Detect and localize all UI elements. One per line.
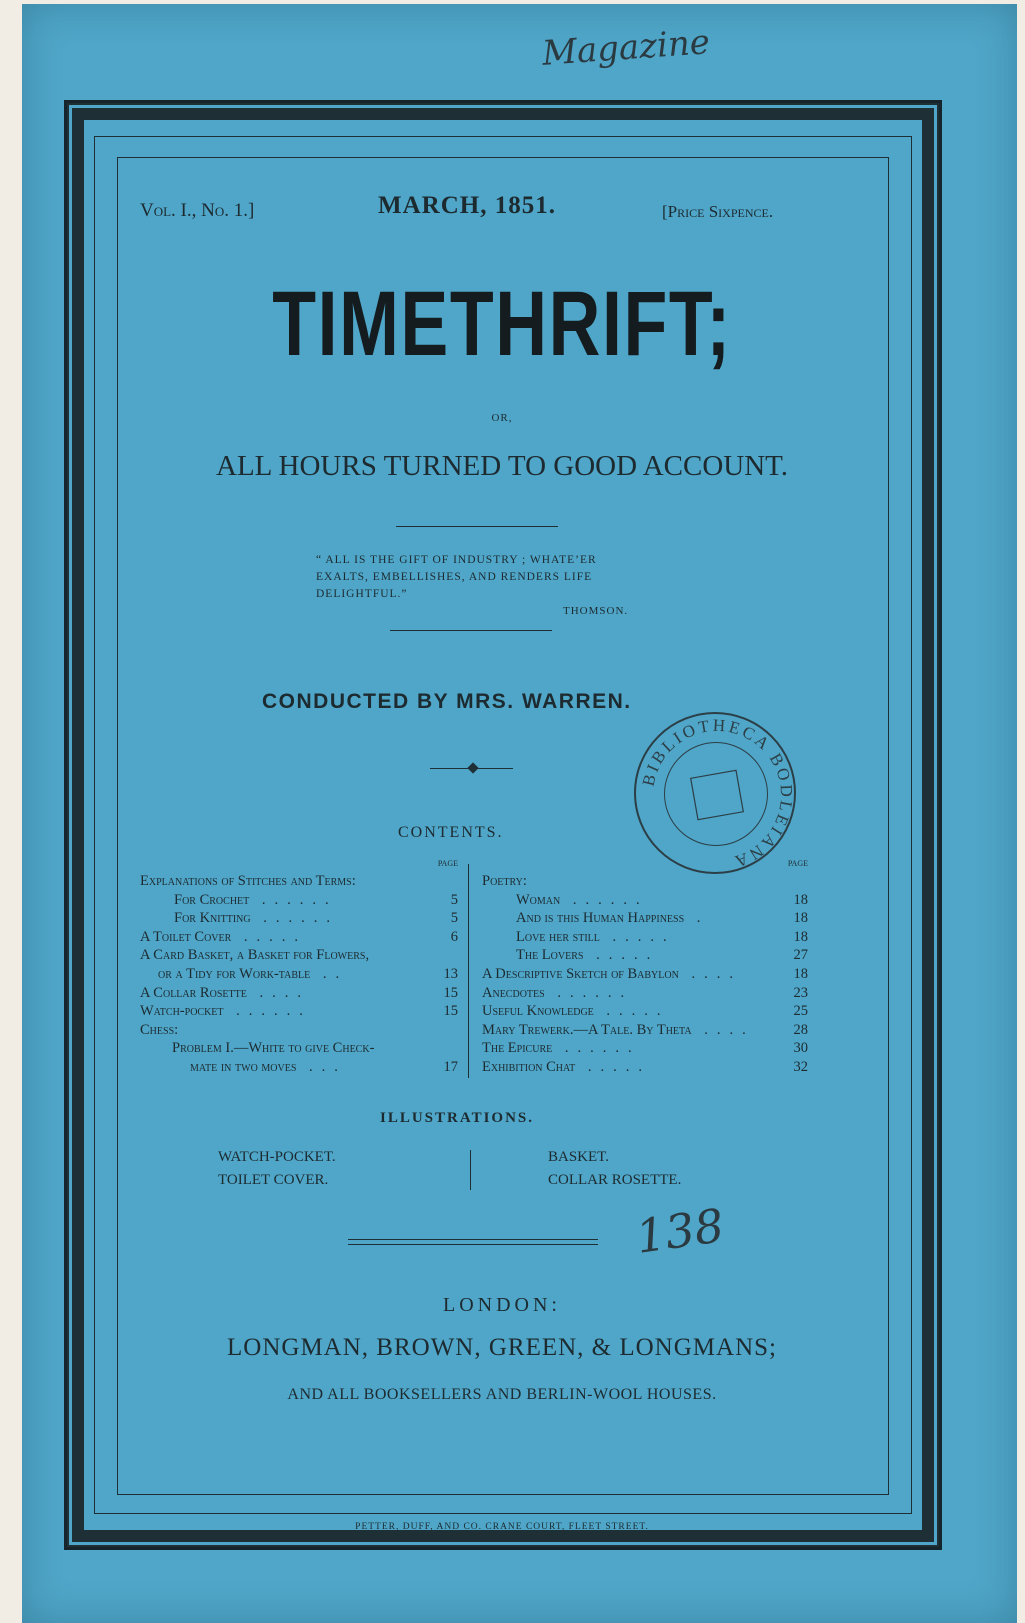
contents-entry — [140, 930, 458, 945]
volume-number: Vol. I., No. 1.] — [140, 200, 255, 221]
handwritten-annotation: Magazine — [540, 22, 712, 74]
illustration-item: WATCH-POCKET. — [218, 1149, 336, 1165]
contents-entry-page: 18 — [793, 891, 808, 908]
svg-text:BIBLIOTHECA BODLEIANA — [639, 716, 797, 872]
rule-above-epigraph — [396, 526, 558, 527]
contents-entry — [140, 893, 458, 908]
contents-entry-label: A Collar Rosette — [140, 984, 247, 1001]
stamp-ring-text — [636, 714, 798, 876]
contents-entry-label: Mary Trewerk.—A Tale. By Theta — [482, 1021, 692, 1038]
contents-entry-label: Woman — [516, 891, 561, 908]
epigraph-line: EXALTS, EMBELLISHES, AND RENDERS LIFE — [316, 571, 593, 583]
epigraph — [316, 552, 597, 603]
contents-entry-label: And is this Human Happiness — [516, 910, 685, 927]
illustrations-right — [548, 1146, 681, 1192]
contents-entry — [482, 911, 808, 926]
contents-entry-label: Exhibition Chat — [482, 1059, 576, 1075]
contents-entry-page: 27 — [793, 947, 808, 964]
contents-entry-label: The Epicure — [482, 1040, 553, 1057]
page-label: PAGE — [787, 859, 808, 868]
printer-line: PETTER, DUFF, AND CO. CRANE COURT, FLEET STREET. — [355, 1522, 649, 1532]
leader-dots: ...... — [249, 891, 338, 908]
contents-entry-page: 25 — [793, 1003, 808, 1020]
contents-entry-page: 5 — [450, 910, 458, 927]
contents-entry-label: Watch-pocket — [140, 1003, 224, 1020]
illustration-item: TOILET COVER. — [218, 1172, 329, 1188]
magazine-cover — [22, 4, 1017, 1623]
contents-right-column — [482, 859, 808, 1082]
ornament-rule-right — [477, 768, 513, 769]
stamp-text: BIBLIOTHECA BODLEIANA — [638, 715, 797, 873]
contents-entry — [140, 986, 458, 1001]
contents-heading: CONTENTS. — [398, 824, 504, 841]
contents-entry — [482, 930, 808, 945]
page-label: PAGE — [437, 859, 458, 868]
contents-entry-label: Chess: — [140, 1021, 179, 1038]
contents-entry — [140, 967, 458, 982]
leader-dots: ...... — [552, 1040, 641, 1057]
contents-entry — [482, 1041, 808, 1056]
contents-entry-page: 17 — [443, 1059, 458, 1075]
leader-dots: ..... — [593, 1003, 670, 1020]
contents-entry-page: 18 — [793, 910, 808, 927]
imprint-publisher: LONGMAN, BROWN, GREEN, & LONGMANS; — [227, 1334, 777, 1361]
contents-entry — [140, 911, 458, 926]
contents-entry — [482, 1004, 808, 1019]
contents-entry-label: Useful Knowledge — [482, 1003, 594, 1020]
leader-dots: ...... — [560, 891, 649, 908]
leader-dots: ...... — [544, 984, 634, 1001]
leader-dots: ..... — [583, 947, 660, 964]
rule-below-epigraph — [390, 630, 552, 631]
contents-entry-label: The Lovers — [516, 947, 584, 964]
contents-entry-page: 13 — [443, 966, 458, 982]
leader-dots: .... — [678, 966, 742, 982]
leader-dots: ... — [296, 1059, 347, 1075]
contents-entry-page: 15 — [443, 984, 458, 1001]
leader-dots: ...... — [223, 1003, 312, 1020]
contents-entry — [482, 986, 808, 1001]
contents-entry — [140, 1060, 458, 1075]
contents-entry — [482, 1023, 808, 1038]
issue-date: MARCH, 1851. — [378, 192, 556, 219]
contents-entry-label: For Knitting — [174, 910, 251, 927]
imprint-city: LONDON: — [443, 1294, 561, 1316]
contents-entry-page: 6 — [450, 928, 458, 945]
ornament-rule-left — [430, 768, 470, 769]
contents-divider — [468, 864, 469, 1078]
contents-entry-label: For Crochet — [174, 891, 250, 908]
epigraph-line: “ ALL IS THE GIFT OF INDUSTRY ; WHATE’ER — [316, 554, 597, 566]
epigraph-line: DELIGHTFUL.” — [316, 588, 408, 600]
contents-left-column — [140, 859, 458, 1082]
masthead-title: TIMETHRIFT; — [272, 273, 732, 375]
contents-entry-page: 15 — [443, 1003, 458, 1020]
contents-entry — [482, 967, 808, 982]
contents-entry-label: Problem I.—White to give Check- — [172, 1040, 375, 1057]
contents-entry-label: Explanations of Stitches and Terms: — [140, 873, 356, 889]
leader-dots: ..... — [231, 928, 308, 945]
imprint-sellers: AND ALL BOOKSELLERS AND BERLIN-WOOL HOUSES. — [287, 1386, 717, 1403]
contents-entry — [482, 874, 808, 889]
leader-dots: ..... — [575, 1059, 652, 1075]
contents-entry-page: 30 — [793, 1040, 808, 1057]
leader-dots: .. — [310, 966, 349, 982]
contents-entry-page: 23 — [793, 984, 808, 1001]
leader-dots: . — [684, 910, 710, 927]
contents-entry-page: 18 — [793, 928, 808, 945]
contents-entry — [140, 1023, 458, 1038]
illustration-item: COLLAR ROSETTE. — [548, 1172, 682, 1188]
contents-entry — [140, 948, 458, 963]
illustrations-heading: ILLUSTRATIONS. — [380, 1110, 535, 1126]
contents-entry-label: A Descriptive Sketch of Babylon — [482, 966, 679, 982]
ornamental-rule — [348, 1239, 598, 1245]
contents-entry-label: A Toilet Cover — [140, 928, 232, 945]
subtitle: ALL HOURS TURNED TO GOOD ACCOUNT. — [216, 450, 788, 482]
contents-entry — [482, 948, 808, 963]
contents-entry-label: Poetry: — [482, 873, 527, 889]
price: [Price Sixpence. — [662, 202, 774, 221]
contents-entry-page: 18 — [793, 966, 808, 982]
contents-entry-label: or a Tidy for Work-table — [158, 966, 311, 982]
leader-dots: .... — [691, 1021, 755, 1038]
contents-entry-label: Anecdotes — [482, 984, 545, 1001]
contents-entry-page: 5 — [450, 891, 458, 908]
or-word: OR, — [491, 412, 513, 424]
contents-entry — [140, 1004, 458, 1019]
handwritten-number: 138 — [632, 1198, 728, 1264]
leader-dots: ..... — [599, 928, 676, 945]
leader-dots: .... — [246, 984, 310, 1001]
leader-dots: ...... — [250, 910, 339, 927]
contents-entry-label: A Card Basket, a Basket for Flowers, — [140, 947, 370, 964]
contents-entry — [482, 1060, 808, 1075]
contents-entry-page: 28 — [793, 1021, 808, 1038]
illustrations-divider — [470, 1150, 471, 1190]
illustrations-left — [218, 1146, 336, 1192]
contents-entry — [482, 893, 808, 908]
contents-entry — [140, 1041, 458, 1056]
contents-entry-label: Love her still — [516, 928, 600, 945]
contents-entry-page: 32 — [793, 1059, 808, 1075]
library-stamp — [634, 712, 796, 874]
contents-entry-label: mate in two moves — [190, 1059, 297, 1075]
epigraph-attribution: THOMSON. — [563, 605, 629, 617]
illustration-item: BASKET. — [548, 1149, 609, 1165]
contents-entry — [140, 874, 458, 889]
conductor: CONDUCTED BY MRS. WARREN. — [262, 690, 632, 713]
